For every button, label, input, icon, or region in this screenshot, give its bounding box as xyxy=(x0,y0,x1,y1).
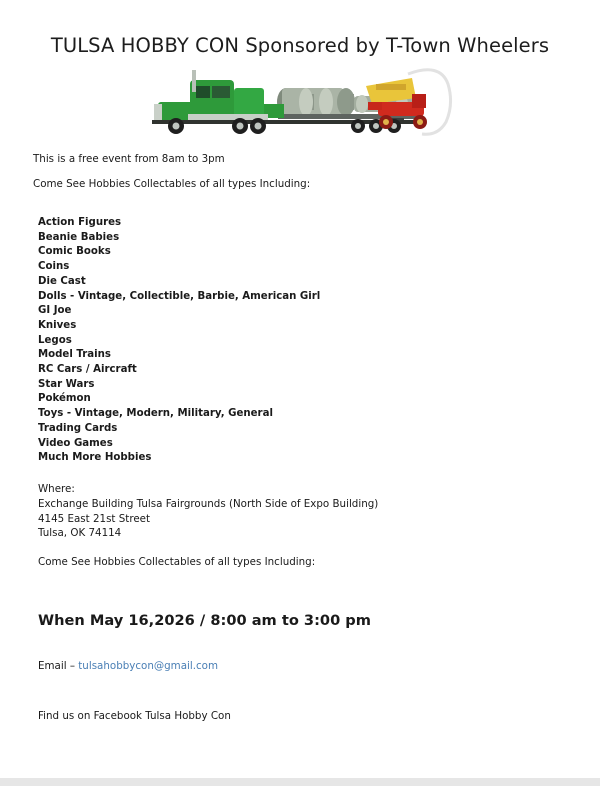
hobbies-list xyxy=(38,216,320,466)
list-item: Pokémon xyxy=(38,393,91,405)
come-see-repeat-text: Come See Hobbies Collectables of all types Including: xyxy=(38,556,316,568)
list-item: Action Figures xyxy=(38,217,122,228)
email-line xyxy=(38,660,218,672)
city-state-zip: Tulsa, OK 74114 xyxy=(38,527,122,540)
list-item: Comic Books xyxy=(38,246,111,258)
list-item: GI Joe xyxy=(38,305,72,317)
list-item: Die Cast xyxy=(38,275,86,287)
list-item: Toys - Vintage, Modern, Military, General xyxy=(38,408,273,420)
list-item: Knives xyxy=(38,319,77,331)
list-item: Star Wars xyxy=(38,378,95,390)
list-item: RC Cars / Aircraft xyxy=(38,364,137,376)
list-item: Trading Cards xyxy=(38,422,118,434)
event-date-time: When May 16,2026 / 8:00 am to 3:00 pm xyxy=(38,612,371,629)
email-link[interactable]: tulsahobbycon@gmail.com xyxy=(78,660,219,672)
page-title: TULSA HOBBY CON Sponsored by T-Town Wheelers xyxy=(50,34,550,57)
street-address: 4145 East 21st Street xyxy=(38,512,151,525)
list-item: Much More Hobbies xyxy=(38,452,152,464)
location-block xyxy=(38,482,378,541)
come-see-text: Come See Hobbies Collectables of all types Including: xyxy=(33,178,311,190)
list-item: Model Trains xyxy=(38,349,111,361)
facebook-text: Find us on Facebook Tulsa Hobby Con xyxy=(38,710,231,722)
email-label: Email – xyxy=(38,660,79,672)
venue-name: Exchange Building Tulsa Fairgrounds (North Side of Expo Building) xyxy=(38,497,379,510)
bottom-divider xyxy=(0,778,600,786)
where-label: Where: xyxy=(38,483,75,495)
list-item: Dolls - Vintage, Collectible, Barbie, American Girl xyxy=(38,290,321,302)
list-item: Beanie Babies xyxy=(38,231,120,243)
list-item: Video Games xyxy=(38,437,113,449)
list-item: Coins xyxy=(38,261,70,273)
list-item: Legos xyxy=(38,334,72,346)
trucks-illustration xyxy=(150,64,460,142)
free-event-text: This is a free event from 8am to 3pm xyxy=(33,153,225,165)
